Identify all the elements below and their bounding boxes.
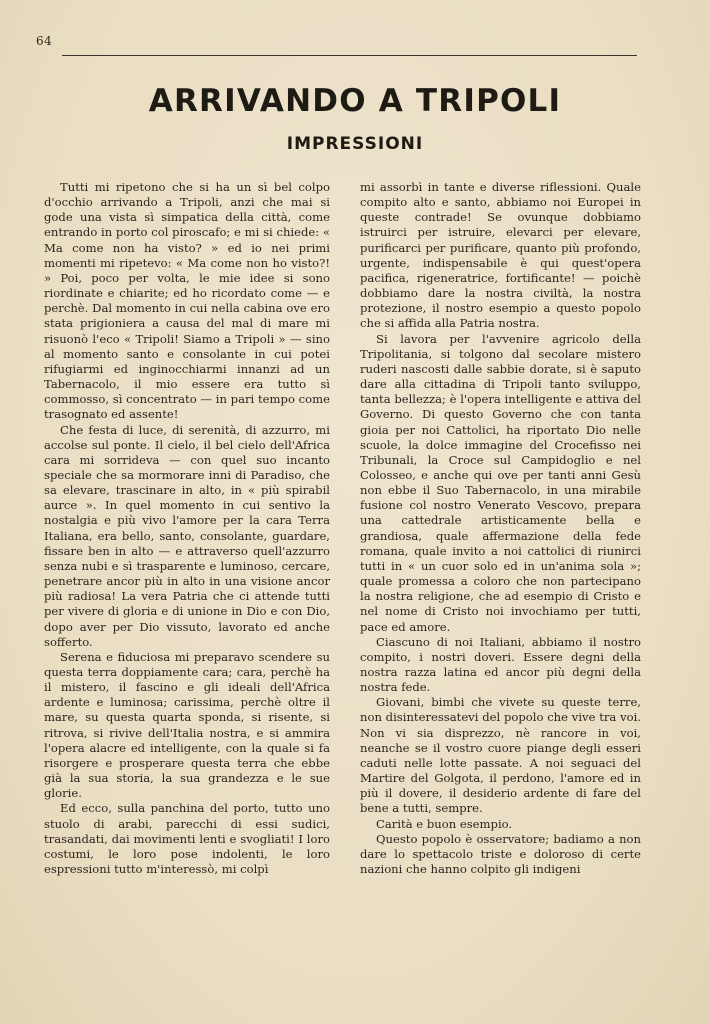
paragraph: Ciascuno di noi Italiani, abbiamo il nostro compito, i nostri doveri. Essere degni della nostra razza latina ed ancor più degni della nostra fede. bbox=[360, 634, 641, 695]
paragraph: Questo popolo è osservatore; badiamo a non dare lo spettacolo triste e doloroso di certe nazioni che hanno colpito gli indigeni bbox=[360, 831, 641, 877]
paragraph: Si lavora per l'avvenire agricolo della Tripolitania, si tolgono dal secolare mistero ruderi nascosti dalle sabbie dorate, si è saputo dare alla cittadina di Tripoli tanto sviluppo, tanta bellezza; è l'opera intelligente e attiva del Governo. Di questo Governo che con tanta gioia per noi Cattolici, ha riportato Dio nelle scuole, la dolce immagine del Crocefisso nei Tribunali, la Croce sul Campidoglio e nel Colosseo, e anche qui ove per tanti anni Gesù non ebbe il Suo Tabernacolo, in una mirabile fusione col nostro Venerato Vescovo, prepara una cattedrale artisticamente bella e grandiosa, quale affermazione della fede romana, quale invito a noi cattolici di riunirci tutti in « un cuor solo ed in un'anima sola »; quale promessa a coloro che non partecipano la nostra religione, che ad esempio di Cristo e nel nome di Cristo noi invochiamo per tutti, pace ed amore. bbox=[360, 331, 641, 634]
page-number: 64 bbox=[36, 34, 53, 48]
paragraph: Serena e fiduciosa mi preparavo scendere su questa terra doppiamente cara; cara, perchè ha il mistero, il fascino e gli ideali dell'Africa ardente e luminosa; carissima, perchè oltre il mare, su questa quarta sponda, si risente, si ritrova, si rivive dell'Italia nostra, e si ammira l'opera alacre ed intelligente, con la quale si fa risorgere e prosperare questa terra che ebbe già la sua storia, la sua grandezza e le sue glorie. bbox=[44, 649, 330, 801]
paragraph: Carità e buon esempio. bbox=[376, 816, 513, 831]
paragraph: Tutti mi ripetono che si ha un sì bel colpo d'occhio arrivando a Tripoli, anzi che mai si gode una vista sì simpatica della città, come entrando in porto col piroscafo; e mi si chiede: « Ma come non ha visto? » ed io nei primi momenti mi ripetevo: « Ma come non ho visto?! » Poi, poco per volta, le mie idee si sono riordinate e chiarite; ed ho ricordato come — e perchè. Dal momento in cui nella cabina ove ero stata prigioniera a causa del mal di mare mi risuonò l'eco « Tripoli! Siamo a Tripoli » — sino al momento santo e consolante in cui potei rifugiarmi ed inginocchiarmi innanzi ad un Tabernacolo, il mio essere era tutto sì commosso, sì concentrato — in pari tempo come trasognato ed assente! bbox=[44, 180, 330, 422]
left-column bbox=[44, 180, 330, 877]
paragraph: Ed ecco, sulla panchina del porto, tutto uno stuolo di arabi, parecchi di essi sudici, trasandati, dai movimenti lenti e svogliati! I loro costumi, le loro pose indolenti, le loro espressioni tutto m'interessò, mi colpì bbox=[44, 801, 330, 877]
header-rule bbox=[62, 55, 637, 56]
paragraph: Giovani, bimbi che vivete su queste terre, non disinteressatevi del popolo che vive tra voi. Non vi sia disprezzo, nè rancore in voi, neanche se il vostro cuore piange degli esseri caduti nelle lotte passate. A noi seguaci del Martire del Golgota, il perdono, l'amore ed in più il dovere, il desiderio ardente di fare del bene a tutti, sempre. bbox=[360, 695, 641, 816]
article-title: ARRIVANDO A TRIPOLI bbox=[148, 83, 562, 119]
paragraph: Che festa di luce, di serenità, di azzurro, mi accolse sul ponte. Il cielo, il bel cielo dell'Africa cara mi sorrideva — con quel suo incanto speciale che sa mormorare inni di Paradiso, che sa elevare, trascinare in alto, in « più spirabil aurce ». In quel momento in cui sentivo la nostalgia e più vivo l'amore per la cara Terra Italiana, era bello, santo, consolante, guardare, fissare ben in alto — e attraverso quell'azzurro senza nubi e sì trasparente e luminoso, cercare, penetrare ancor più in alto in una visione ancor più radiosa! La vera Patria che ci attende tutti per vivere di gloria e di unione in Dio e con Dio, dopo aver per Dio vissuto, lavorato ed anche sofferto. bbox=[44, 422, 330, 649]
paragraph: mi assorbì in tante e diverse riflessioni. Quale compito alto e santo, abbiamo noi Europei in queste contrade! Se ovunque dobbiamo istruirci per istruire, elevarci per elevare, purificarci per purificare, quanto più profondo, urgente, indispensabile è qui quest'opera pacifica, rigeneratrice, fortificante! — poichè dobbiamo dare la nostra civiltà, la nostra protezione, il nostro esempio a questo popolo che si affida alla Patria nostra. bbox=[360, 180, 641, 331]
right-column bbox=[360, 180, 641, 877]
article-subtitle: IMPRESSIONI bbox=[286, 134, 424, 154]
